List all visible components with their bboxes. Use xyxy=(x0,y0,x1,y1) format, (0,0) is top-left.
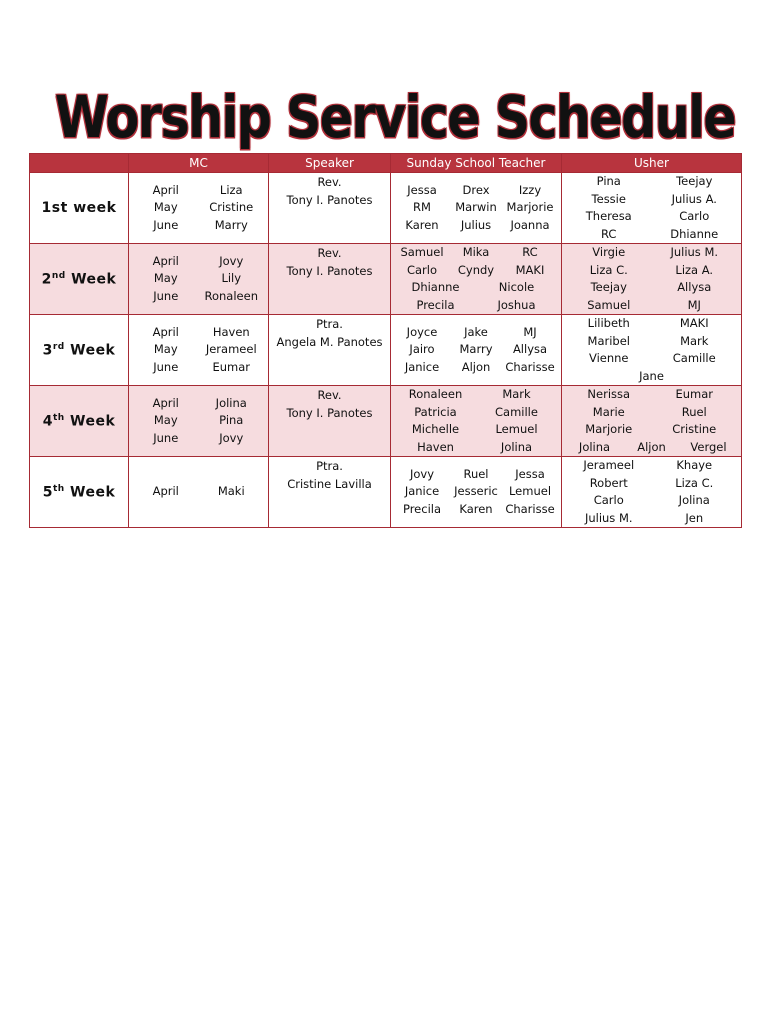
page-title: Worship Service Schedule xyxy=(54,84,736,152)
teacher-name: Aljon xyxy=(461,359,491,374)
teacher-name: Precila xyxy=(416,297,455,312)
week-ordinal: 2 xyxy=(41,271,52,288)
speaker-name: Cristine Lavilla xyxy=(287,476,372,491)
teacher-list xyxy=(391,182,561,235)
usher-name: Jolina xyxy=(578,439,611,454)
teacher-name: Jessa xyxy=(407,182,437,197)
teacher-cell xyxy=(391,386,562,457)
week-word: Week xyxy=(70,413,116,430)
usher-name: Liza C. xyxy=(675,475,714,490)
header-usher: Usher xyxy=(562,154,742,173)
teacher-name: Jesseric xyxy=(454,484,498,499)
teacher-cell xyxy=(391,173,562,244)
usher-list xyxy=(562,173,741,243)
teacher-name: Ruel xyxy=(463,466,489,481)
mc-cell xyxy=(129,457,269,528)
week-word: Week xyxy=(70,484,116,501)
usher-name: Pina xyxy=(596,174,621,188)
week-ordinal: 1st xyxy=(41,200,68,216)
teacher-name: Precila xyxy=(402,501,442,516)
usher-name: Dhianne xyxy=(670,226,719,241)
teacher-name: Lemuel xyxy=(495,422,538,436)
teacher-name: Dhianne xyxy=(411,280,460,294)
mc-name: April xyxy=(152,395,179,410)
teacher-name: Izzy xyxy=(518,182,542,197)
header-speaker: Speaker xyxy=(269,154,391,173)
teacher-name: Lemuel xyxy=(508,484,552,499)
mc-name: Cristine xyxy=(209,200,254,215)
usher-name: Vienne xyxy=(588,351,629,365)
week-label xyxy=(30,457,129,528)
teacher-cell xyxy=(391,457,562,528)
speaker-cell xyxy=(269,457,391,528)
mc-cell xyxy=(129,244,269,315)
table-row xyxy=(30,386,742,457)
usher-name: Liza A. xyxy=(675,262,714,277)
mc-name: Liza xyxy=(219,182,243,197)
usher-name: Julius M. xyxy=(670,245,719,259)
mc-name: Marry xyxy=(214,217,248,232)
teacher-name: Janice xyxy=(404,484,440,499)
teacher-name: Haven xyxy=(417,439,454,454)
mc-name: June xyxy=(153,217,179,232)
usher-name: Marjorie xyxy=(585,422,633,436)
mc-list xyxy=(129,324,268,377)
usher-name: Julius A. xyxy=(671,191,717,206)
usher-cell xyxy=(562,315,742,386)
teacher-name: Charisse xyxy=(505,501,555,516)
week-label xyxy=(30,173,129,244)
week-word: Week xyxy=(70,342,116,359)
speaker-title: Ptra. xyxy=(316,317,343,331)
teacher-name: Allysa xyxy=(512,342,548,357)
mc-name: Eumar xyxy=(212,359,251,374)
usher-list xyxy=(562,315,741,385)
speaker-title: Rev. xyxy=(317,246,342,260)
usher-name: MAKI xyxy=(679,316,709,330)
usher-name: Eumar xyxy=(675,387,714,401)
usher-name: Tessie xyxy=(591,191,626,206)
usher-name: Jolina xyxy=(678,493,710,507)
teacher-name: Joshua xyxy=(497,297,536,312)
speaker-cell xyxy=(269,173,391,244)
teacher-list xyxy=(391,244,561,314)
mc-name: April xyxy=(152,484,179,499)
week-ordinal-suffix: th xyxy=(52,483,65,494)
usher-name: Jen xyxy=(685,510,704,525)
usher-name: Cristine xyxy=(672,422,717,436)
usher-name: Aljon xyxy=(637,439,666,454)
mc-name: June xyxy=(153,359,179,374)
week-ordinal: 3 xyxy=(42,342,53,359)
usher-name: Lilibeth xyxy=(587,316,630,330)
header-row xyxy=(30,154,742,173)
usher-cell xyxy=(562,457,742,528)
usher-name: Jane xyxy=(639,368,664,383)
teacher-name: Joanna xyxy=(510,217,550,232)
teacher-name: Jolina xyxy=(500,439,533,454)
teacher-cell xyxy=(391,244,562,315)
usher-name: Julius M. xyxy=(584,510,633,525)
usher-list xyxy=(562,457,741,527)
usher-name: Robert xyxy=(589,475,628,490)
usher-name: Liza C. xyxy=(589,262,628,277)
schedule-table xyxy=(29,153,742,528)
mc-list xyxy=(129,253,268,306)
mc-name: Jovy xyxy=(219,430,244,445)
teacher-name: Charisse xyxy=(505,359,555,374)
week-word: week xyxy=(73,200,117,216)
teacher-name: Michelle xyxy=(411,422,460,436)
teacher-name: Jessa xyxy=(515,466,545,481)
week-ordinal-suffix: rd xyxy=(52,341,65,352)
mc-name: Jerameel xyxy=(205,342,257,357)
teacher-name: Mika xyxy=(462,245,490,259)
teacher-name: Marwin xyxy=(455,200,497,215)
mc-cell xyxy=(129,173,269,244)
teacher-name: Jairo xyxy=(409,342,435,357)
usher-name: Teejay xyxy=(590,280,627,294)
usher-name: Teejay xyxy=(676,174,713,188)
usher-name: Theresa xyxy=(585,209,632,223)
speaker-title: Ptra. xyxy=(316,459,343,473)
mc-name: May xyxy=(153,271,178,286)
speaker-name: Tony I. Panotes xyxy=(286,192,373,207)
teacher-name: Marjorie xyxy=(506,200,554,215)
mc-name: May xyxy=(153,342,178,357)
usher-name: Camille xyxy=(672,351,716,365)
teacher-name: Jake xyxy=(464,324,488,339)
mc-list xyxy=(129,182,268,235)
mc-cell xyxy=(129,386,269,457)
mc-name: May xyxy=(153,200,178,215)
usher-cell xyxy=(562,386,742,457)
header-teacher: Sunday School Teacher xyxy=(391,154,562,173)
teacher-name: Drex xyxy=(462,182,490,197)
teacher-name: MJ xyxy=(523,324,537,339)
speaker-name: Tony I. Panotes xyxy=(286,263,373,278)
usher-name: Virgie xyxy=(592,245,626,259)
usher-cell xyxy=(562,173,742,244)
mc-name: June xyxy=(153,288,179,303)
mc-name: June xyxy=(153,430,179,445)
usher-name: Marie xyxy=(592,404,625,419)
usher-cell xyxy=(562,244,742,315)
mc-name: Haven xyxy=(212,324,250,339)
speaker-name: Tony I. Panotes xyxy=(286,405,373,420)
teacher-name: MAKI xyxy=(515,262,545,277)
mc-name: May xyxy=(153,413,178,428)
teacher-name: RC xyxy=(522,245,538,259)
teacher-name: Patricia xyxy=(414,404,457,419)
table-row xyxy=(30,457,742,528)
teacher-name: Janice xyxy=(404,359,440,374)
teacher-list xyxy=(391,386,561,456)
table-row xyxy=(30,244,742,315)
mc-name: Pina xyxy=(219,413,244,428)
usher-name: Carlo xyxy=(593,493,624,507)
table-row xyxy=(30,173,742,244)
usher-name: Carlo xyxy=(679,209,710,223)
mc-list xyxy=(129,395,268,448)
usher-name: MJ xyxy=(687,297,701,312)
usher-name: Allysa xyxy=(677,280,712,294)
usher-name: Ruel xyxy=(681,404,707,419)
usher-name: Khaye xyxy=(676,458,713,472)
teacher-name: Camille xyxy=(495,404,538,419)
teacher-name: Ronaleen xyxy=(408,387,463,401)
usher-name: Mark xyxy=(680,333,709,348)
teacher-name: Mark xyxy=(502,387,531,401)
teacher-name: Cyndy xyxy=(457,262,495,277)
usher-name: Jerameel xyxy=(583,458,635,472)
teacher-name: Samuel xyxy=(400,245,444,259)
usher-list xyxy=(562,244,741,314)
week-ordinal-suffix: th xyxy=(52,412,65,423)
usher-name: Maribel xyxy=(587,333,630,348)
speaker-cell xyxy=(269,315,391,386)
speaker-cell xyxy=(269,244,391,315)
mc-name: Maki xyxy=(217,484,245,499)
teacher-list xyxy=(391,324,561,377)
teacher-name: Marry xyxy=(459,342,493,357)
teacher-name: Jovy xyxy=(409,466,435,481)
teacher-name: Julius xyxy=(460,217,492,232)
mc-name: Ronaleen xyxy=(204,288,258,303)
teacher-name: Joyce xyxy=(406,324,438,339)
teacher-name: RM xyxy=(413,200,431,215)
week-label xyxy=(30,386,129,457)
week-word: Week xyxy=(71,271,117,288)
usher-name: Samuel xyxy=(587,297,631,312)
mc-name: April xyxy=(152,182,179,197)
usher-list xyxy=(562,386,741,456)
mc-name: April xyxy=(152,253,179,268)
header-mc: MC xyxy=(129,154,269,173)
mc-name: April xyxy=(152,324,179,339)
speaker-name: Angela M. Panotes xyxy=(276,334,383,349)
mc-name: Lily xyxy=(221,271,242,286)
speaker-title: Rev. xyxy=(317,175,342,189)
table-row xyxy=(30,315,742,386)
speaker-cell xyxy=(269,386,391,457)
usher-name: Vergel xyxy=(690,439,727,454)
speaker-title: Rev. xyxy=(317,388,342,402)
usher-name: RC xyxy=(601,226,617,241)
mc-name: Jolina xyxy=(215,395,247,410)
usher-name: Nerissa xyxy=(587,387,631,401)
week-ordinal: 4 xyxy=(42,413,53,430)
week-ordinal: 5 xyxy=(42,484,53,501)
mc-list xyxy=(129,483,268,501)
teacher-name: Karen xyxy=(459,501,493,516)
teacher-list xyxy=(391,466,561,519)
header-week xyxy=(30,154,129,173)
teacher-name: Carlo xyxy=(406,262,438,277)
mc-cell xyxy=(129,315,269,386)
week-ordinal-suffix: nd xyxy=(51,270,66,281)
week-label xyxy=(30,244,129,315)
week-label xyxy=(30,315,129,386)
teacher-name: Nicole xyxy=(498,280,535,294)
mc-name: Jovy xyxy=(219,253,244,268)
teacher-cell xyxy=(391,315,562,386)
teacher-name: Karen xyxy=(405,217,439,232)
